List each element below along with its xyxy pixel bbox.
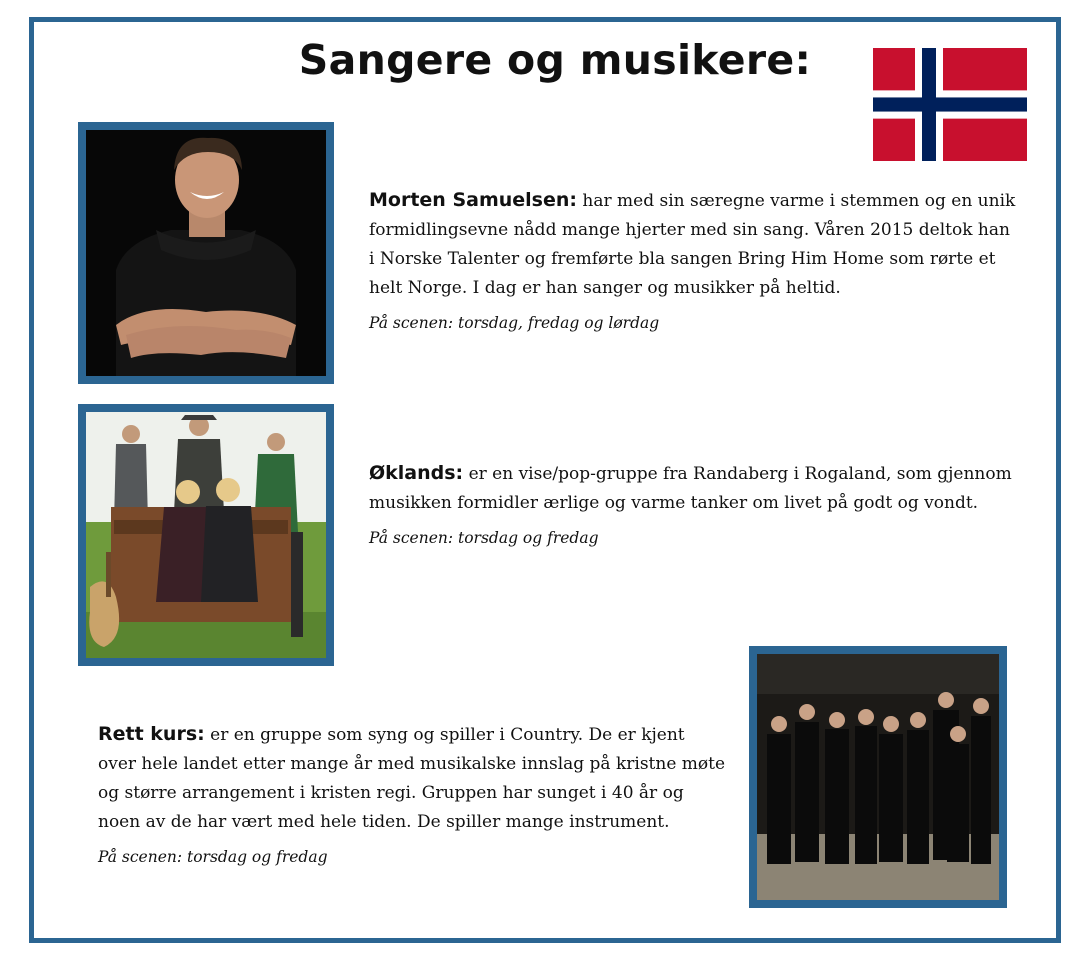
performer-description (98, 720, 728, 837)
page-title: Sangere og musikere: (298, 36, 812, 84)
performer-morten-samuelsen (369, 186, 1019, 335)
performer-name: Øklands: (369, 462, 464, 484)
morten-samuelsen-photo (78, 122, 334, 384)
norway-flag-icon (873, 48, 1027, 161)
rett-kurs-photo (749, 646, 1007, 908)
performer-name: Morten Samuelsen: (369, 189, 577, 211)
performer-oklands (369, 459, 1019, 550)
performer-schedule: På scenen: torsdag og fredag (98, 848, 328, 866)
performer-text: har med sin særegne varme i stemmen og en unik formidlingsevne nådd mange hjerter med sin sang. Våren 2015 deltok han i Norske Talenter og fremførte bla sangen Bring Him Home som rørte et helt Norge. I dag er han sanger og musikker på heltid. (369, 191, 1016, 298)
performer-name: Rett kurs: (98, 723, 205, 745)
oklands-photo (78, 404, 334, 666)
performer-schedule: På scenen: torsdag og fredag (369, 529, 599, 547)
performer-description (369, 186, 1019, 303)
performer-schedule: På scenen: torsdag, fredag og lørdag (369, 314, 660, 332)
performer-description (369, 459, 1019, 518)
performer-text: er en gruppe som syng og spiller i Country. De er kjent over hele landet etter mange år med musikalske innslag på kristne møte og større arrangement i kristen regi. Gruppen har sunget i 40 år og noen av de har vært med hele tiden. De spiller mange instrument. (98, 725, 726, 832)
performer-text: er en vise/pop-gruppe fra Randaberg i Rogaland, som gjennom musikken formidler ærlige og varme tanker om livet på godt og vondt. (369, 464, 1012, 513)
performer-rett-kurs (98, 720, 728, 869)
